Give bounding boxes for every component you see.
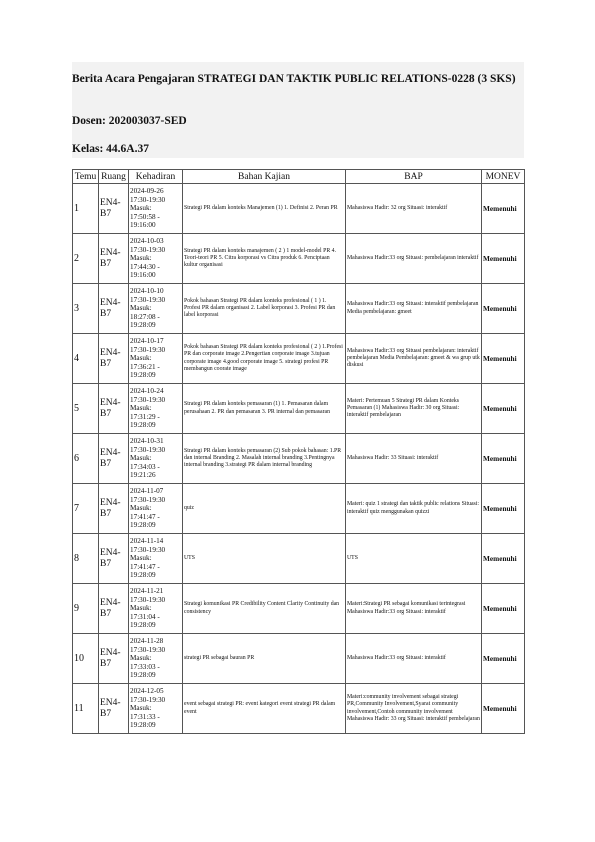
cell-bahan-kajian: Strategi PR dalam konteks pemasaran (1) 1. Pemasaran dalam perusahaan 2. PR dan pemasaran 3. PR internal dan pemasaran [183,384,346,434]
kehadiran-actual-time: 17:31:04 - 19:28:09 [130,612,160,630]
kehadiran-actual-time: 17:33:03 - 19:28:09 [130,662,160,680]
cell-monev: Memenuhi [482,684,525,734]
kehadiran-masuk-label: Masuk: [130,654,152,663]
cell-monev: Memenuhi [482,234,525,284]
cell-bap: Mahasiswa Hadir:33 org Situasi: pembelajaran interaktif [346,234,482,284]
header-bahan-kajian: Bahan Kajian [183,170,346,184]
table-row [73,634,525,684]
teaching-record-table [72,169,525,734]
header-ruang: Ruang [99,170,129,184]
cell-temu: 1 [73,184,99,234]
kehadiran-date: 2024-12-05 [130,687,164,696]
cell-temu: 4 [73,334,99,384]
kehadiran-schedule: 17:30-19:30 [130,345,166,354]
kehadiran-masuk-label: Masuk: [130,504,152,513]
cell-ruang: EN4-B7 [99,184,129,234]
cell-bap: Materi:community involvement sebagai strategi PR,Community Involvement,Syarat community involvement,Contoh community involvement Mahasiswa Hadir: 33 org Situasi: interaktif pembelajaran [346,684,482,734]
cell-ruang: EN4-B7 [99,334,129,384]
kehadiran-date: 2024-11-21 [130,587,164,596]
kehadiran-schedule: 17:30-19:30 [130,645,166,654]
kehadiran-schedule: 17:30-19:30 [130,695,166,704]
cell-ruang: EN4-B7 [99,434,129,484]
cell-bahan-kajian: strategi PR sebagai bauran PR [183,634,346,684]
cell-bap: Materi:Strategi PR sebagai komunikasi terintegrasi Mahasiswa Hadir:33 org Situasi: interaktif [346,584,482,634]
cell-bahan-kajian: UTS [183,534,346,584]
document-header [72,62,524,158]
cell-kehadiran [129,534,183,584]
kehadiran-actual-time: 17:31:29 - 19:28:09 [130,412,160,430]
cell-kehadiran [129,684,183,734]
cell-temu: 9 [73,584,99,634]
cell-monev: Memenuhi [482,434,525,484]
kehadiran-schedule: 17:30-19:30 [130,245,166,254]
kehadiran-actual-time: 17:31:33 - 19:28:09 [130,712,160,730]
cell-monev: Memenuhi [482,484,525,534]
kehadiran-schedule: 17:30-19:30 [130,595,166,604]
kehadiran-date: 2024-10-03 [130,237,164,246]
kehadiran-masuk-label: Masuk: [130,354,152,363]
cell-temu: 3 [73,284,99,334]
header-bap: BAP [346,170,482,184]
cell-monev: Memenuhi [482,634,525,684]
kehadiran-masuk-label: Masuk: [130,254,152,263]
cell-monev: Memenuhi [482,534,525,584]
cell-kehadiran [129,584,183,634]
kehadiran-masuk-label: Masuk: [130,704,152,713]
kehadiran-actual-time: 17:34:03 - 19:21:26 [130,462,160,480]
cell-bap: Materi: quiz 1 strategi dan taktik public relations Situasi: interaktif quiz menggunakan quizzi [346,484,482,534]
cell-bahan-kajian: Strategi komunikasi PR Credibility Content Clarity Continuity dan consistency [183,584,346,634]
cell-monev: Memenuhi [482,584,525,634]
kehadiran-actual-time: 17:50:58 - 19:16:00 [130,212,160,230]
cell-bahan-kajian: Strategi PR dalam konteks manajemen ( 2 ) 1 model-model PR 4. Teori-teori PR 5. Citra korporasi vs Citra produk 6. Penciptaan kultur organisasi [183,234,346,284]
cell-bahan-kajian: event sebagai strategi PR: event kategori event strategi PR dalam event [183,684,346,734]
cell-bahan-kajian: Pokok bahasan Strategi PR dalam konteks profesional ( 2 ) 1.Profesi PR dan corporate image 2.Pengertian corporate image 3.tujuan corporate image 4.good corporate image 5. strategi profesi PR membangun coorate image [183,334,346,384]
cell-bap: Mahasiswa Hadir:33 org Situasi: interaktif pembelajaran Media pembelajaran: gmeet [346,284,482,334]
cell-ruang: EN4-B7 [99,584,129,634]
kehadiran-schedule: 17:30-19:30 [130,495,166,504]
cell-temu: 2 [73,234,99,284]
kehadiran-date: 2024-10-24 [130,387,164,396]
kehadiran-actual-time: 17:36:21 - 19:28:09 [130,362,160,380]
cell-kehadiran [129,184,183,234]
kehadiran-masuk-label: Masuk: [130,454,152,463]
kehadiran-schedule: 17:30-19:30 [130,295,166,304]
cell-ruang: EN4-B7 [99,684,129,734]
cell-ruang: EN4-B7 [99,234,129,284]
kehadiran-date: 2024-11-28 [130,637,164,646]
cell-monev: Memenuhi [482,384,525,434]
cell-bahan-kajian: Pokok bahasan Strategi PR dalam konteks profesional ( 1 ) 1. Profesi PR dalam organisasi 2. Label korporasi 3. Profesi PR dan label korporasi [183,284,346,334]
kehadiran-masuk-label: Masuk: [130,204,152,213]
kehadiran-schedule: 17:30-19:30 [130,195,166,204]
kehadiran-date: 2024-11-07 [130,487,164,496]
table-row [73,684,525,734]
cell-bahan-kajian: Strategi PR dalam konteks Manajemen (1) 1. Definisi 2. Peran PR [183,184,346,234]
document-title: Berita Acara Pengajaran STRATEGI DAN TAKTIK PUBLIC RELATIONS-0228 (3 SKS) [72,73,516,85]
table-row [73,484,525,534]
cell-temu: 5 [73,384,99,434]
cell-ruang: EN4-B7 [99,634,129,684]
cell-kehadiran [129,434,183,484]
table-row [73,384,525,434]
kehadiran-actual-time: 18:27:08 - 19:28:09 [130,312,160,330]
cell-monev: Memenuhi [482,284,525,334]
cell-bap: Mahasiswa Hadir: 33 Situasi: interaktif [346,434,482,484]
table-row [73,234,525,284]
header-kehadiran: Kehadiran [129,170,183,184]
header-temu: Temu [73,170,99,184]
cell-monev: Memenuhi [482,334,525,384]
cell-ruang: EN4-B7 [99,284,129,334]
class-label: Kelas: 44.6A.37 [72,143,149,155]
kehadiran-masuk-label: Masuk: [130,554,152,563]
cell-monev: Memenuhi [482,184,525,234]
kehadiran-masuk-label: Masuk: [130,604,152,613]
kehadiran-schedule: 17:30-19:30 [130,395,166,404]
cell-kehadiran [129,334,183,384]
kehadiran-schedule: 17:30-19:30 [130,445,166,454]
cell-temu: 7 [73,484,99,534]
cell-ruang: EN4-B7 [99,384,129,434]
cell-temu: 8 [73,534,99,584]
cell-ruang: EN4-B7 [99,484,129,534]
kehadiran-date: 2024-10-10 [130,287,164,296]
kehadiran-masuk-label: Masuk: [130,304,152,313]
cell-bap: Materi: Pertemuan 5 Strategi PR dalam Konteks Pemasaran (1) Mahasiswa Hadir: 30 org Situasi: interaktif pembelajaran [346,384,482,434]
cell-kehadiran [129,484,183,534]
kehadiran-date: 2024-10-31 [130,437,164,446]
cell-temu: 11 [73,684,99,734]
kehadiran-actual-time: 17:41:47 - 19:28:09 [130,562,160,580]
cell-kehadiran [129,384,183,434]
kehadiran-schedule: 17:30-19:30 [130,545,166,554]
cell-kehadiran [129,234,183,284]
cell-bahan-kajian: Strategi PR dalam konteks pemasaran (2) Sub pokok bahasan: 1.PR dan internal Branding 2. Masalah internal branding 3.Pentingnya internal branding 3.strategi PR dalam internal branding [183,434,346,484]
table-row [73,284,525,334]
kehadiran-actual-time: 17:41:47 - 19:28:09 [130,512,160,530]
cell-temu: 6 [73,434,99,484]
cell-temu: 10 [73,634,99,684]
table-row [73,434,525,484]
table-row [73,534,525,584]
cell-bap: Mahasiswa Hadir: 32 org Situasi: interaktif [346,184,482,234]
kehadiran-actual-time: 17:44:30 - 19:16:00 [130,262,160,280]
table-row [73,334,525,384]
kehadiran-masuk-label: Masuk: [130,404,152,413]
kehadiran-date: 2024-11-14 [130,537,164,546]
table-row [73,184,525,234]
kehadiran-date: 2024-10-17 [130,337,164,346]
cell-kehadiran [129,284,183,334]
cell-bap: UTS [346,534,482,584]
table-header-row [73,170,525,184]
cell-ruang: EN4-B7 [99,534,129,584]
cell-bap: Mahasiswa Hadir:33 org Situasi: interaktif [346,634,482,684]
cell-bap: Mahasiswa Hadir:33 org Situasi pembelajaran: interaktif pembelajaran Media Pembelajaran: gmeet & wa grup utk diskusi [346,334,482,384]
lecturer-label: Dosen: 202003037-SED [72,115,187,127]
table-row [73,584,525,634]
cell-bahan-kajian: quiz [183,484,346,534]
kehadiran-date: 2024-09-26 [130,187,164,196]
header-monev: MONEV [482,170,525,184]
cell-kehadiran [129,634,183,684]
